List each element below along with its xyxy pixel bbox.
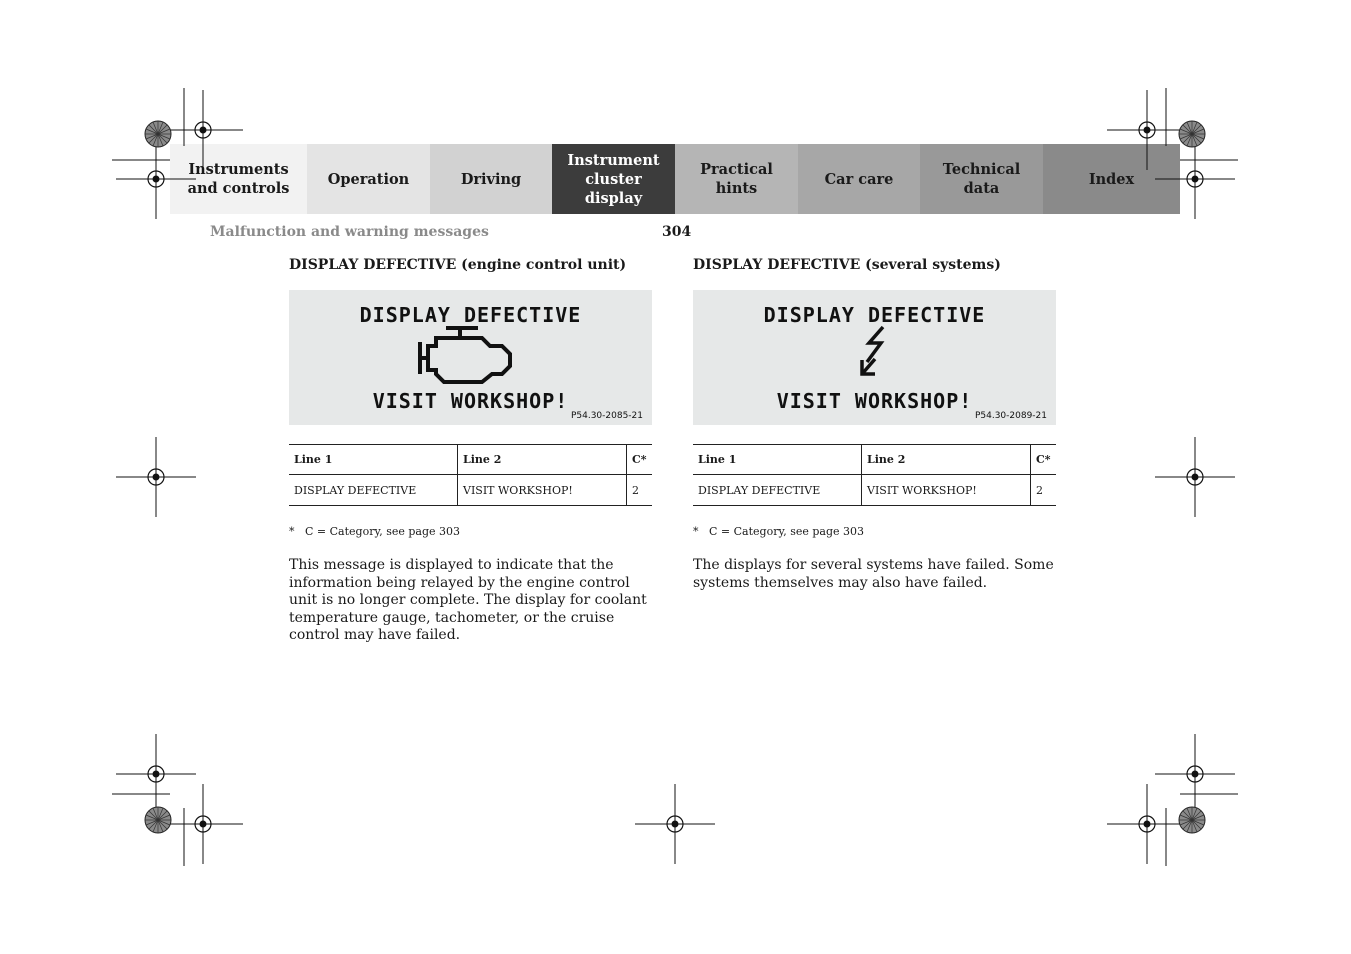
- color-target-icon: [145, 121, 171, 147]
- tab-technical-data[interactable]: Technical data: [920, 144, 1043, 214]
- registration-mark-icon: [163, 90, 243, 170]
- footnote-text: C = Category, see page 303: [709, 525, 865, 538]
- display-line-2: VISIT WORKSHOP!: [776, 389, 973, 413]
- column-header-line-1: Line 1: [693, 445, 862, 475]
- tab-practical-hints[interactable]: Practical hints: [675, 144, 798, 214]
- column-header-line-1: Line 1: [289, 445, 458, 475]
- display-line-2: VISIT WORKSHOP!: [372, 389, 569, 413]
- display-line-1: DISPLAY DEFECTIVE: [763, 303, 986, 327]
- tab-operation[interactable]: Operation: [307, 144, 430, 214]
- column-header-line-2: Line 2: [862, 445, 1031, 475]
- registration-mark-icon: [1155, 139, 1235, 219]
- tab-index[interactable]: Index: [1043, 144, 1180, 214]
- color-target-icon: [1179, 121, 1205, 147]
- cell-line-2: VISIT WORKSHOP!: [862, 475, 1031, 506]
- cell-category: 2: [1031, 475, 1057, 506]
- footnote-text: C = Category, see page 303: [305, 525, 461, 538]
- registration-mark-icon: [116, 437, 196, 517]
- figure-reference: P54.30-2089-21: [974, 411, 1047, 421]
- footnote-marker: *: [693, 525, 699, 538]
- registration-mark-icon: [116, 734, 196, 814]
- section-title: Malfunction and warning messages: [210, 224, 489, 240]
- color-target-icon: [1179, 807, 1205, 833]
- cell-line-2: VISIT WORKSHOP!: [458, 475, 627, 506]
- tab-car-care[interactable]: Car care: [798, 144, 920, 214]
- registration-mark-icon: [116, 139, 196, 219]
- message-heading: DISPLAY DEFECTIVE (several systems): [693, 257, 1001, 273]
- message-heading: DISPLAY DEFECTIVE (engine control unit): [289, 257, 627, 273]
- registration-mark-icon: [1107, 90, 1187, 170]
- cell-category: 2: [627, 475, 653, 506]
- display-line-1: DISPLAY DEFECTIVE: [359, 303, 582, 327]
- tab-instruments-and-controls[interactable]: Instruments and controls: [170, 144, 307, 214]
- cell-line-1: DISPLAY DEFECTIVE: [289, 475, 458, 506]
- message-description: The displays for several systems have failed. Some systems themselves may also have failed.: [693, 557, 1054, 591]
- registration-mark-icon: [1107, 784, 1187, 864]
- tab-instrument-cluster-display[interactable]: Instrument cluster display: [552, 144, 675, 214]
- column-header-category: C*: [627, 445, 653, 475]
- page-number: 304: [662, 224, 692, 240]
- registration-mark-icon: [163, 784, 243, 864]
- figure-reference: P54.30-2085-21: [570, 411, 643, 421]
- tab-driving[interactable]: Driving: [430, 144, 552, 214]
- registration-mark-icon: [635, 784, 715, 864]
- message-description: This message is displayed to indicate that the information being relayed by the engine control unit is no longer complete. The display for coolant temperature gauge, tachometer, or the cruise control may have failed.: [289, 557, 647, 643]
- registration-mark-icon: [1155, 734, 1235, 814]
- column-header-line-2: Line 2: [458, 445, 627, 475]
- cell-line-1: DISPLAY DEFECTIVE: [693, 475, 862, 506]
- footnote-marker: *: [289, 525, 295, 538]
- registration-mark-icon: [1155, 437, 1235, 517]
- color-target-icon: [145, 807, 171, 833]
- column-header-category: C*: [1031, 445, 1057, 475]
